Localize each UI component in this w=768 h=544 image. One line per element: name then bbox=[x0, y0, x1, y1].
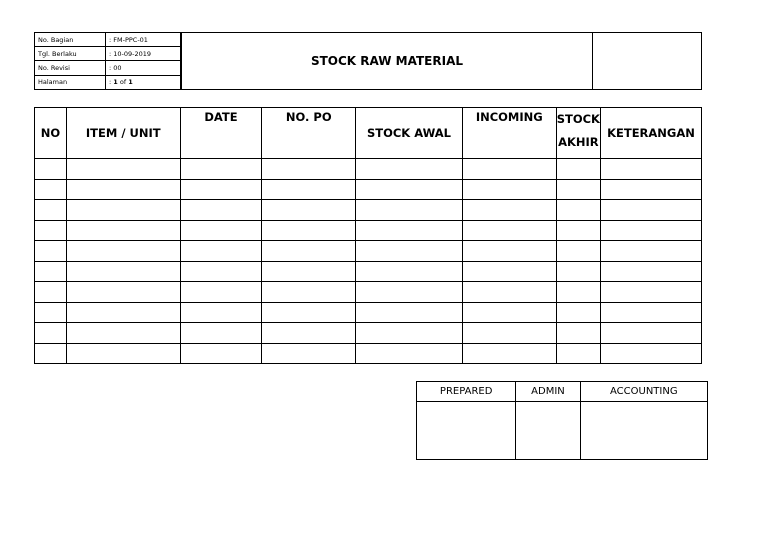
table-cell[interactable] bbox=[66, 282, 180, 303]
table-cell[interactable] bbox=[262, 282, 356, 303]
table-cell[interactable] bbox=[556, 343, 600, 364]
table-cell[interactable] bbox=[180, 261, 262, 282]
meta-label: Halaman bbox=[35, 75, 106, 89]
table-header-row bbox=[35, 108, 702, 159]
meta-label: No. Revisi bbox=[35, 61, 106, 75]
table-row bbox=[35, 200, 702, 221]
table-cell[interactable] bbox=[66, 323, 180, 344]
table-row bbox=[35, 261, 702, 282]
table-cell[interactable] bbox=[180, 220, 262, 241]
signature-box-prepared[interactable] bbox=[417, 402, 516, 460]
table-cell[interactable] bbox=[600, 302, 701, 323]
document-meta-table bbox=[35, 33, 181, 89]
table-cell[interactable] bbox=[35, 261, 67, 282]
table-cell[interactable] bbox=[262, 323, 356, 344]
table-cell[interactable] bbox=[262, 302, 356, 323]
col-header-date: DATE bbox=[180, 108, 262, 159]
table-cell[interactable] bbox=[462, 282, 556, 303]
table-cell[interactable] bbox=[462, 200, 556, 221]
table-row bbox=[35, 241, 702, 262]
col-header-no-po: NO. PO bbox=[262, 108, 356, 159]
table-cell[interactable] bbox=[262, 241, 356, 262]
approval-table bbox=[416, 381, 708, 460]
table-cell[interactable] bbox=[180, 159, 262, 180]
table-cell[interactable] bbox=[66, 220, 180, 241]
approval-prepared-label: PREPARED bbox=[417, 382, 516, 402]
table-cell[interactable] bbox=[600, 220, 701, 241]
table-cell[interactable] bbox=[66, 200, 180, 221]
table-cell[interactable] bbox=[180, 179, 262, 200]
meta-value: : FM-PPC-01 bbox=[106, 33, 181, 47]
meta-label: No. Bagian bbox=[35, 33, 106, 47]
meta-row bbox=[35, 75, 181, 89]
table-cell[interactable] bbox=[356, 200, 463, 221]
table-cell[interactable] bbox=[262, 179, 356, 200]
table-cell[interactable] bbox=[35, 323, 67, 344]
table-cell[interactable] bbox=[66, 343, 180, 364]
table-cell[interactable] bbox=[66, 241, 180, 262]
table-cell[interactable] bbox=[356, 343, 463, 364]
table-cell[interactable] bbox=[262, 343, 356, 364]
table-cell[interactable] bbox=[35, 241, 67, 262]
col-header-item-unit: ITEM / UNIT bbox=[66, 108, 180, 159]
table-cell[interactable] bbox=[556, 323, 600, 344]
table-cell[interactable] bbox=[180, 343, 262, 364]
table-cell[interactable] bbox=[600, 343, 701, 364]
table-cell[interactable] bbox=[262, 220, 356, 241]
table-cell[interactable] bbox=[462, 323, 556, 344]
table-cell[interactable] bbox=[462, 159, 556, 180]
table-cell[interactable] bbox=[556, 261, 600, 282]
table-cell[interactable] bbox=[600, 282, 701, 303]
table-cell[interactable] bbox=[600, 323, 701, 344]
table-cell[interactable] bbox=[462, 220, 556, 241]
table-cell[interactable] bbox=[600, 261, 701, 282]
table-cell[interactable] bbox=[556, 241, 600, 262]
table-cell[interactable] bbox=[66, 179, 180, 200]
meta-value: : 10-09-2019 bbox=[106, 47, 181, 61]
meta-label: Tgl. Berlaku bbox=[35, 47, 106, 61]
table-row bbox=[35, 282, 702, 303]
table-cell[interactable] bbox=[35, 302, 67, 323]
table-cell[interactable] bbox=[35, 343, 67, 364]
table-cell[interactable] bbox=[262, 200, 356, 221]
document-header bbox=[34, 32, 702, 90]
signature-box-accounting[interactable] bbox=[580, 402, 707, 460]
page-prefix: : bbox=[109, 78, 114, 87]
meta-value: : 00 bbox=[106, 61, 181, 75]
table-row bbox=[35, 343, 702, 364]
table-cell[interactable] bbox=[556, 200, 600, 221]
table-cell[interactable] bbox=[35, 179, 67, 200]
table-cell[interactable] bbox=[356, 323, 463, 344]
col-header-incoming: INCOMING bbox=[462, 108, 556, 159]
table-cell[interactable] bbox=[180, 241, 262, 262]
table-cell[interactable] bbox=[556, 302, 600, 323]
table-cell[interactable] bbox=[180, 282, 262, 303]
table-cell[interactable] bbox=[180, 200, 262, 221]
document-title: STOCK RAW MATERIAL bbox=[181, 33, 593, 89]
table-cell[interactable] bbox=[556, 220, 600, 241]
approval-header-row bbox=[417, 382, 708, 402]
col-header-stock-line1: STOCK bbox=[556, 112, 600, 126]
table-cell[interactable] bbox=[556, 282, 600, 303]
table-cell[interactable] bbox=[600, 200, 701, 221]
table-cell[interactable] bbox=[35, 200, 67, 221]
table-cell[interactable] bbox=[462, 241, 556, 262]
table-cell[interactable] bbox=[556, 159, 600, 180]
table-cell[interactable] bbox=[35, 282, 67, 303]
table-cell[interactable] bbox=[556, 179, 600, 200]
table-cell[interactable] bbox=[180, 323, 262, 344]
table-cell[interactable] bbox=[600, 179, 701, 200]
table-row bbox=[35, 220, 702, 241]
table-cell[interactable] bbox=[180, 302, 262, 323]
table-cell[interactable] bbox=[356, 220, 463, 241]
signature-box-admin[interactable] bbox=[516, 402, 580, 460]
table-cell[interactable] bbox=[356, 179, 463, 200]
table-cell[interactable] bbox=[356, 261, 463, 282]
table-cell[interactable] bbox=[462, 179, 556, 200]
col-header-stock-line2: AKHIR bbox=[558, 135, 599, 149]
approval-admin-label: ADMIN bbox=[516, 382, 580, 402]
table-cell[interactable] bbox=[356, 159, 463, 180]
table-cell[interactable] bbox=[35, 159, 67, 180]
stock-table bbox=[34, 107, 702, 364]
approval-accounting-label: ACCOUNTING bbox=[580, 382, 707, 402]
table-row bbox=[35, 159, 702, 180]
page-number: 1 bbox=[113, 78, 118, 87]
table-cell[interactable] bbox=[262, 159, 356, 180]
table-cell[interactable] bbox=[262, 261, 356, 282]
table-cell[interactable] bbox=[356, 302, 463, 323]
col-header-stock-awal: STOCK AWAL bbox=[356, 108, 463, 159]
meta-row bbox=[35, 61, 181, 75]
table-cell[interactable] bbox=[462, 343, 556, 364]
col-header-stock-akhir bbox=[556, 108, 600, 159]
table-cell[interactable] bbox=[600, 159, 701, 180]
approval-signature-row bbox=[417, 402, 708, 460]
table-cell[interactable] bbox=[35, 220, 67, 241]
meta-value bbox=[106, 75, 181, 89]
meta-row bbox=[35, 33, 181, 47]
table-cell[interactable] bbox=[462, 302, 556, 323]
col-header-no: NO bbox=[35, 108, 67, 159]
table-cell[interactable] bbox=[66, 159, 180, 180]
table-row bbox=[35, 302, 702, 323]
table-row bbox=[35, 323, 702, 344]
page-of: of bbox=[117, 78, 129, 87]
table-cell[interactable] bbox=[462, 261, 556, 282]
table-cell[interactable] bbox=[66, 261, 180, 282]
col-header-keterangan: KETERANGAN bbox=[600, 108, 701, 159]
page-total: 1 bbox=[128, 78, 133, 87]
table-cell[interactable] bbox=[66, 302, 180, 323]
table-cell[interactable] bbox=[356, 282, 463, 303]
meta-row bbox=[35, 47, 181, 61]
table-cell[interactable] bbox=[600, 241, 701, 262]
table-row bbox=[35, 179, 702, 200]
table-cell[interactable] bbox=[356, 241, 463, 262]
